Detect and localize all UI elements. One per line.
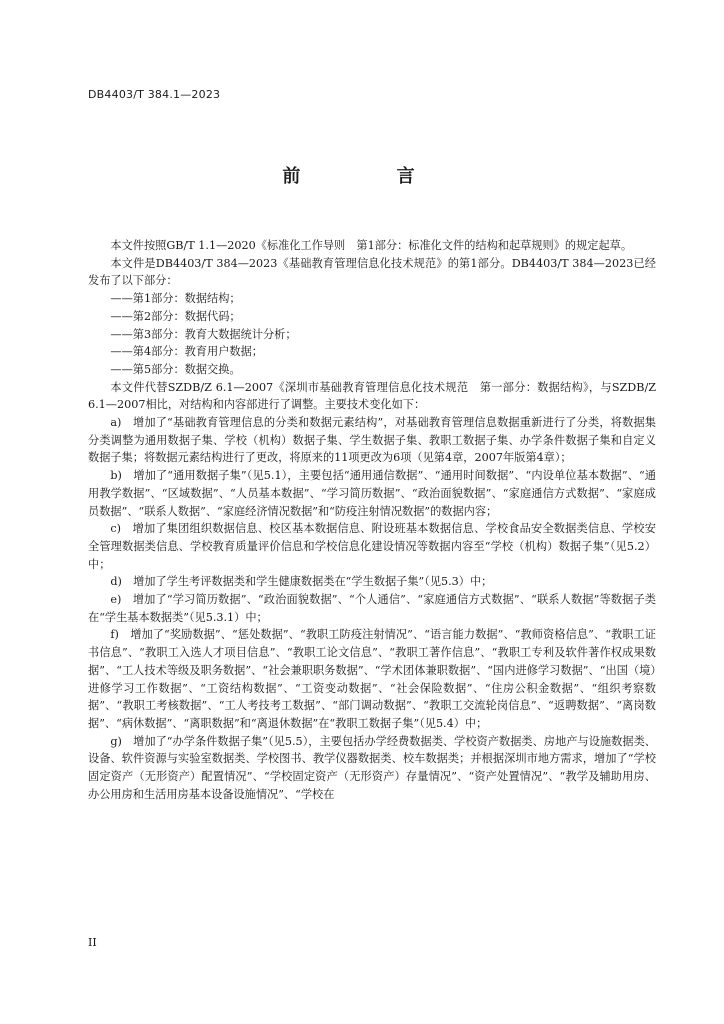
paragraph: 本文件是DB4403/T 384—2023《基础教育管理信息化技术规范》的第1部分。DB4403/T 384—2023已经发布了以下部分： (88, 256, 656, 288)
document-body (88, 237, 656, 804)
list-item: ——第2部分：数据代码； (110, 309, 241, 323)
change-item-c: c) 增加了集团组织数据信息、校区基本数据信息、附设班基本数据信息、学校食品安全数据类信息、学校安全管理数据类信息、学校教育质量评价信息和学校信息化建设情况等数据内容至“学校（机构）数据子集”（见5.2）中； (88, 522, 656, 571)
list-item: ——第3部分：教育大数据统计分析； (110, 327, 297, 341)
list-item: ——第5部分：数据交换。 (110, 362, 241, 376)
change-item-e: e) 增加了“学习简历数据”、“政治面貌数据”、“个人通信”、“家庭通信方式数据”、“联系人数据”等数据子类在“学生基本数据类”（见5.3.1）中； (88, 593, 656, 624)
change-item-f: f) 增加了“奖励数据”、“惩处数据”、“教职工防疫注射情况”、“语言能力数据”、“教师资格信息”、“教职工证书信息”、“教职工入选人才项目信息”、“教职工论文信息”、“教职工著作信息”、“教职工专利及软件著作权成果数据”、“工人技术等级及职务数据”、“社会兼职职务数据”、“学术团体兼职数据”、“国内进修学习数据”、“出国（境）进修学习工作数据”、“工资结构数据”、“工资变动数据”、“社会保险数据”、“住房公积金数据”、“组织考察数据”、“教职工考核数据”、“工人考技考工数据”、“部门调动数据”、“教职工交流轮岗信息”、“返聘数据”、“离岗数据”、“病休数据”、“离职数据”和“离退休数据”在“教职工数据子集”（见5.4）中； (88, 628, 656, 730)
change-item-g: g) 增加了“办学条件数据子集”（见5.5），主要包括办学经费数据类、学校资产数据类、房地产与设施数据类、设备、软件资源与实验室数据类、学校图书、教学仪器数据类、校车数据类；并根据深圳市地方需求，增加了“学校固定资产（无形资产）配置情况”、“学校固定资产（无形资产）存量情况”、“资产处置情况”、“教学及辅助用房、办公用房和生活用房基本设备设施情况”、“学校在 (88, 734, 656, 801)
page-number: II (88, 936, 97, 949)
change-item-a: a) 增加了“基础教育管理信息的分类和数据元素结构”，对基础教育管理信息数据重新进行了分类，将数据集分类调整为通用数据子集、学校（机构）数据子集、学生数据子集、教职工数据子集、办学条件数据子集和自定义数据子集；将数据元素结构进行了更改，将原来的11项更改为6项（见第4章，2007年版第4章）； (88, 416, 656, 465)
page-title: 前 言 (282, 166, 442, 187)
list-item: ——第1部分：数据结构； (110, 292, 241, 306)
list-item: ——第4部分：教育用户数据； (110, 345, 263, 359)
paragraph: 本文件按照GB/T 1.1—2020《标准化工作导则 第1部分：标准化文件的结构和起草规则》的规定起草。 (110, 239, 633, 252)
change-item-b: b) 增加了“通用数据子集”（见5.1），主要包括“通用通信数据”、“通用时间数据”、“内设单位基本数据”、“通用教学数据”、“区域数据”、“人员基本数据”、“学习简历数据”、“政治面貌数据”、“家庭通信方式数据”、“家庭成员数据”、“联系人数据”、“家庭经济情况数据”和“防疫注射情况数据”的数据内容； (88, 469, 656, 518)
document-code: DB4403/T 384.1—2023 (88, 88, 221, 101)
paragraph: 本文件代替SZDB/Z 6.1—2007《深圳市基础教育管理信息化技术规范 第一部分：数据结构》，与SZDB/Z 6.1—2007相比，对结构和内容部进行了调整。主要技术变化如下： (88, 380, 656, 412)
change-item-d: d) 增加了学生考评数据类和学生健康数据类在“学生数据子集”（见5.3）中； (110, 575, 493, 589)
